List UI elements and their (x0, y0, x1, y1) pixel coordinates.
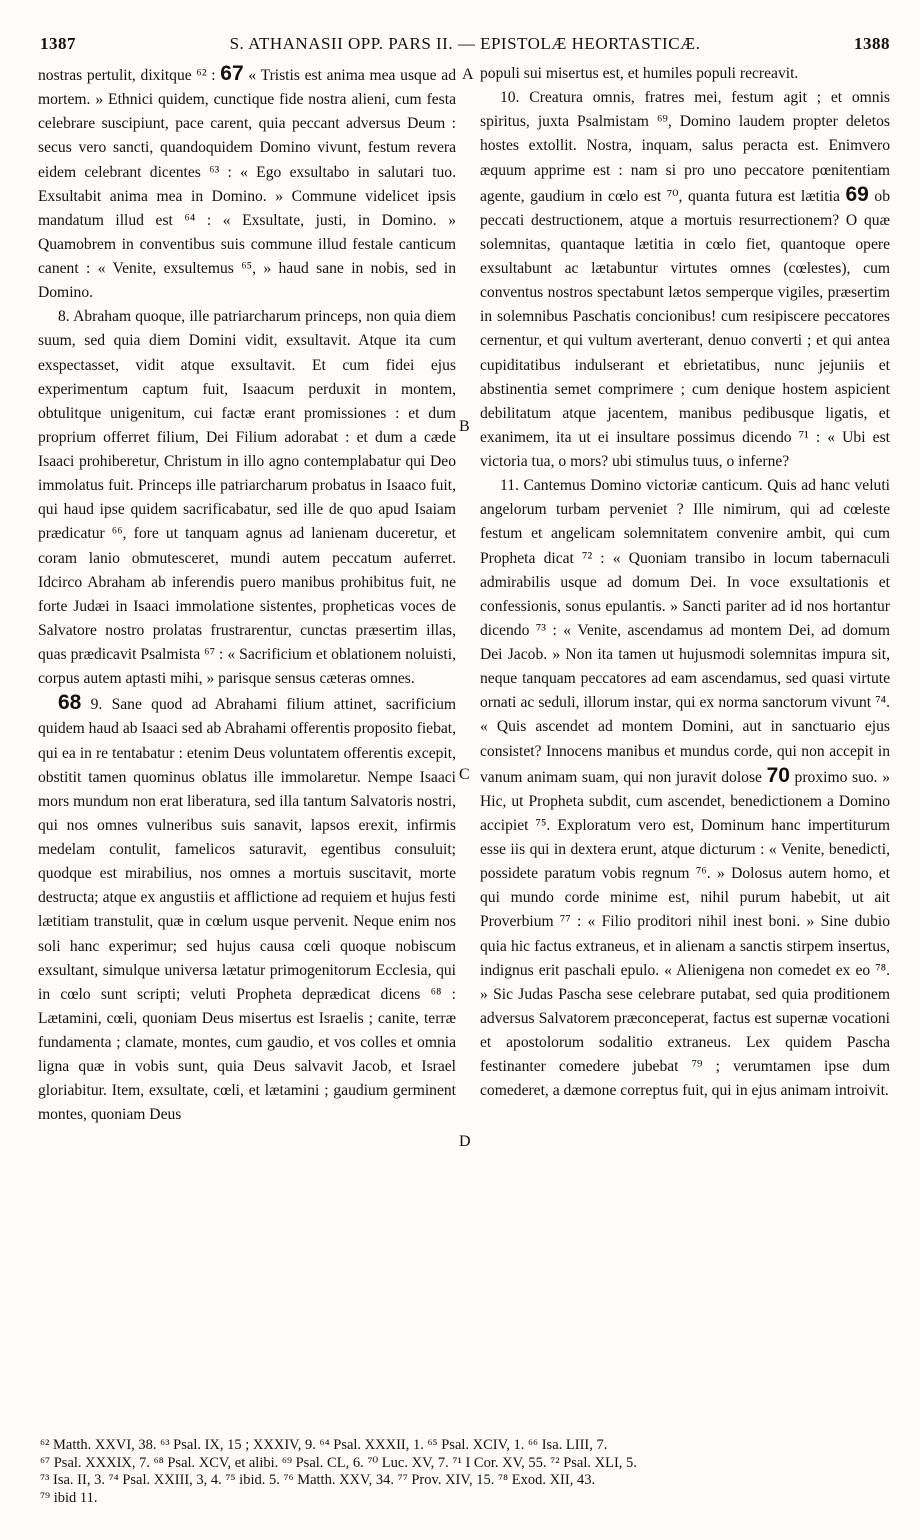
running-header (40, 34, 890, 56)
margin-letter: A (462, 66, 474, 83)
paragraph: nostras pertulit, dixitque ⁶² : 67 « Tristis est anima mea usque ad mortem. » Ethnici quidem, cunctique fide nostra alieni, cum festa celebrare suscipiunt, pace carent, quia peccant adversus Deum : secus vero sancti, quandoquidem Domino vivunt, festum revera eidem celebrant dicentes ⁶³ : « Ego exsultabo in salutari tuo. Exsultabit anima mea in Domino. » Commune videlicet ipsis mandatum illud est ⁶⁴ : « Exsultate, justi, in Domino. » Quamobrem in conventibus suis commune illud festale canticum canent : « Venite, exsultemus ⁶⁵, » haud sane in nobis, sed in Domino. (38, 62, 457, 302)
left-column (38, 62, 456, 1128)
footnote-line: ⁶² Matth. XXVI, 38. ⁶³ Psal. IX, 15 ; XXXIV, 9. ⁶⁴ Psal. XXXII, 1. ⁶⁵ Psal. XCIV, 1. ⁶⁶ Isa. LIII, 7. (40, 1437, 608, 1453)
page-number-right: 1388 (854, 34, 890, 53)
margin-letter: B (459, 418, 470, 435)
right-column (480, 62, 890, 1103)
paragraph: 8. Abraham quoque, ille patriarcharum princeps, non quia diem suum, sed quia diem Domini vidit, exsultavit. Atque ita cum exspectasset, vidit atque exsultavit. Et cum fidei ejus experimentum captum fuit, Isaacum perduxit in montem, obtulitque unigenitum, cui factæ erant promissiones : et dum proprium offerret filium, Dei Filium adorabat : et dum a cæde Isaaci prohiberetur, Christum in illo agno contemplabatur qui Deo immolatus fuit. Princeps ille patriarcharum probatus in Isaaco fuit, qui haud ipse quidem sacrificabatur, sed ille de quo apud Isaiam prædicatur ⁶⁶, fore ut tanquam agnus ad lanienam duceretur, et coram lanio obmutesceret, mundi autem peccatum auferret. Idcirco Abraham ab inferendis puero manibus prohibitus fuit, ne forte Judæi in Isaaci immolatione sistentes, propheticas voces de Salvatore nostro prolatas frustrarentur, cunctas præsertim illas, quas prædicavit Psalmista ⁶⁷ : « Sacrificium et oblationem noluisti, corpus autem aptasti mihi, » parisque sensus cæteras omnes. (38, 308, 456, 688)
footnotes (40, 1437, 890, 1507)
footnote-line: ⁶⁷ Psal. XXXIX, 7. ⁶⁸ Psal. XCV, et alibi. ⁶⁹ Psal. CL, 6. ⁷⁰ Luc. XV, 7. ⁷¹ I Cor. XV, 55. ⁷² Psal. XLI, 5. (40, 1454, 637, 1471)
paragraph: 11. Cantemus Domino victoriæ canticum. Quis ad hanc veluti angelorum turbam perveniet ? Ille nimirum, qui ad cœleste festum et angelicam solemnitatem convenire ambit, qui cum Propheta dicat ⁷² : « Quoniam transibo in locum tabernaculi admirabilis usque ad domum Dei. In voce exsultationis et confessionis, sonus epulantis. » Sancti pariter ad id nos hortantur dicendo ⁷³ : « Venite, ascendamus ad montem Dei, ad domum Dei Jacob. » Non ita tamen ut hujusmodi solemnitas impura sit, neque tanquam peccatores ad eam ascendamus, sed quasi virtute ornati ac seduli, illorum instar, qui ex norma sanctorum vivunt ⁷⁴. « Quis ascendet ad montem Domini, aut in sanctuario ejus consistet? Innocens manibus et mundus corde, qui non accepit in vanum animam suam, qui non juravit dolose 70 proximo suo. » Hic, ut Propheta subdit, cum ascendet, benedictionem a Domino accipiet ⁷⁵. Exploratum vero est, Dominum hanc impertiturum esse iis qui in dextera erunt, atque dicturum : « Venite, benedicti, possidete paratum vobis regnum ⁷⁶. » Dolosus autem homo, et qui mundo corde minime est, nihil purum habebit, ut ait Proverbium ⁷⁷ : « Filio proditori nihil inest boni. » Sine dubio quia hic factus extraneus, et in alienam a sanctis stirpem insertus, indignus erit paschali epulo. « Alienigena non comedet ex eo ⁷⁸. » Sic Judas Pascha sese celebrare putabat, sed quia proditionem adversus Salvatorem præconceperat, factus est supernæ vocationi et apostolorum sodalitio extraneus. Lex quidem Pascha festinanter comedere jubebat ⁷⁹ ; verumtamen ipse dum comederet, a dæmone correptus fuit, qui in ejus animam introivit. (480, 477, 890, 1100)
paragraph: 10. Creatura omnis, fratres mei, festum agit ; et omnis spiritus, juxta Psalmistam ⁶⁹, Domino laudem propter deletos hostes extollit. Nostra, inquam, salus peracta est. Enimvero æquum apprime est : nam si pro uno peccatore pœnitentiam agente, gaudium in cœlo est ⁷⁰, quanta futura est lætitia 69 ob peccati destructionem, atque a mortuis resurrectionem? O quæ solemnitas, quantaque lætitia in cœlo fiet, quantoque opere exsultabunt ac lætabuntur virtutes omnes (cœlestes), cum conventus nostros spectabunt lætos semperque vigiles, præsertim in solemnibus Paschatis concionibus! cum resipiscere peccatores cernentur, et qui vultum averterant, denuo converti ; et qui antea cupiditatibus indulserant et ebrietatibus, nunc jejuniis et abstinentia semet comprimere ; cum denique hostem aspicient debilitatum atque jacentem, manibus pedibusque ligatis, et exanimem, ita ut ei insultare possimus dicendo ⁷¹ : « Ubi est victoria tua, o mors? ubi stimulus tuus, o inferne? (480, 89, 890, 470)
page-number-left: 1387 (40, 34, 76, 53)
margin-letter: C (459, 766, 470, 783)
margin-letter: D (459, 1133, 471, 1150)
paragraph: 68 9. Sane quod ad Abrahami filium attinet, sacrificium quidem haud ab Isaaci sed ab Abrahami offerentis proposito fiebat, qui ea in re tentabatur : etenim Deus voluntatem offerentis excepit, obstitit tamen quominus oblatus ille immolaretur. Nempe Isaaci mors mundum non erat liberatura, sed illa tantum Salvatoris nostri, qui nos omnes vulneribus suis sanavit, lapsos erexit, infirmis medelam contulit, famelicos saturavit, egentibus consuluit; quodque est mirabilius, nos omnes a mortuis suscitavit, morte destructa; atque ex angustiis et afflictione ad requiem et hujus festi lætitiam transtulit, quæ in cœlum usque pervenit. Neque enim nos soli hanc experimur; sed hujus causa cœli quoque nobiscum exsultant, simulque universa lætatur primogenitorum Ecclesia, qui in cœlo sunt scripti; veluti Propheta deprædicat dicens ⁶⁸ : Lætamini, cœli, quoniam Deus misertus est Israelis ; canite, terræ fundamenta ; clamate, montes, cum gaudio, et vos colles et omnia ligna quæ in vobis sunt, quia Deus salvavit Jacob, et Israel gloriabitur. Item, exsultate, cœli, et lætamini ; gaudium germinent montes, quoniam Deus (38, 691, 457, 1124)
paragraph: populi sui misertus est, et humiles populi recreavit. (480, 65, 799, 82)
footnote-line: ⁷³ Isa. II, 3. ⁷⁴ Psal. XXIII, 3, 4. ⁷⁵ ibid. 5. ⁷⁶ Matth. XXV, 34. ⁷⁷ Prov. XIV, 15. ⁷⁸ Exod. XII, 43. (40, 1472, 596, 1488)
running-title: S. ATHANASII OPP. PARS II. — EPISTOLÆ HEORTASTICÆ. (229, 34, 701, 53)
footnote-line: ⁷⁹ ibid 11. (40, 1489, 98, 1506)
